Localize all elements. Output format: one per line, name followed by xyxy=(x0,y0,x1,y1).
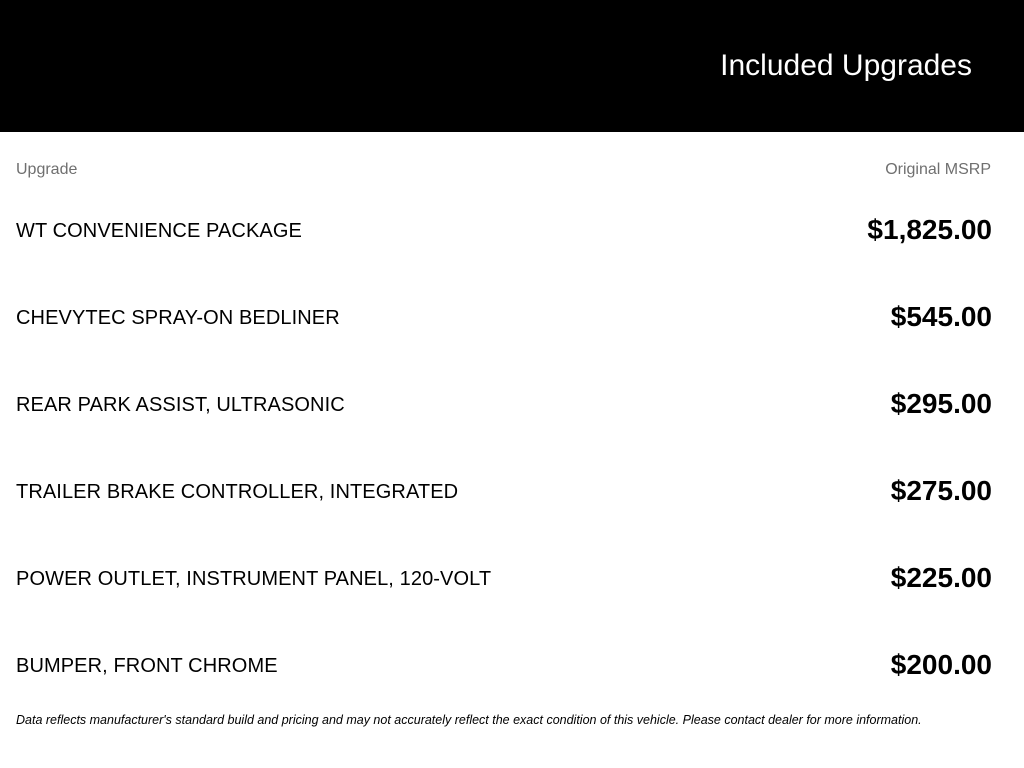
column-header-upgrade: Upgrade xyxy=(16,161,78,178)
upgrade-name: CHEVYTEC SPRAY-ON BEDLINER xyxy=(16,307,340,329)
upgrade-name: BUMPER, FRONT CHROME xyxy=(16,655,278,677)
list-item xyxy=(0,472,1024,512)
upgrade-price: $275.00 xyxy=(890,475,992,506)
upgrade-price: $295.00 xyxy=(890,388,992,419)
upgrade-price: $225.00 xyxy=(890,562,992,593)
list-item xyxy=(0,298,1024,338)
upgrade-price: $545.00 xyxy=(890,301,992,332)
list-item xyxy=(0,559,1024,599)
list-item xyxy=(0,385,1024,425)
upgrade-name: WT CONVENIENCE PACKAGE xyxy=(16,220,302,242)
disclaimer-text: Data reflects manufacturer's standard build and pricing and may not accurately reflect the exact condition of this vehicle. Please contact dealer for more information. xyxy=(16,713,922,727)
column-header-msrp: Original MSRP xyxy=(885,161,991,178)
page-title: Included Upgrades xyxy=(720,49,972,82)
list-item xyxy=(0,211,1024,251)
upgrade-price: $200.00 xyxy=(890,649,992,680)
upgrade-name: REAR PARK ASSIST, ULTRASONIC xyxy=(16,394,345,416)
upgrade-price: $1,825.00 xyxy=(867,214,992,245)
list-item xyxy=(0,646,1024,686)
upgrade-name: TRAILER BRAKE CONTROLLER, INTEGRATED xyxy=(16,481,459,503)
header-bar xyxy=(0,0,1024,132)
upgrade-name: POWER OUTLET, INSTRUMENT PANEL, 120-VOLT xyxy=(16,568,492,590)
